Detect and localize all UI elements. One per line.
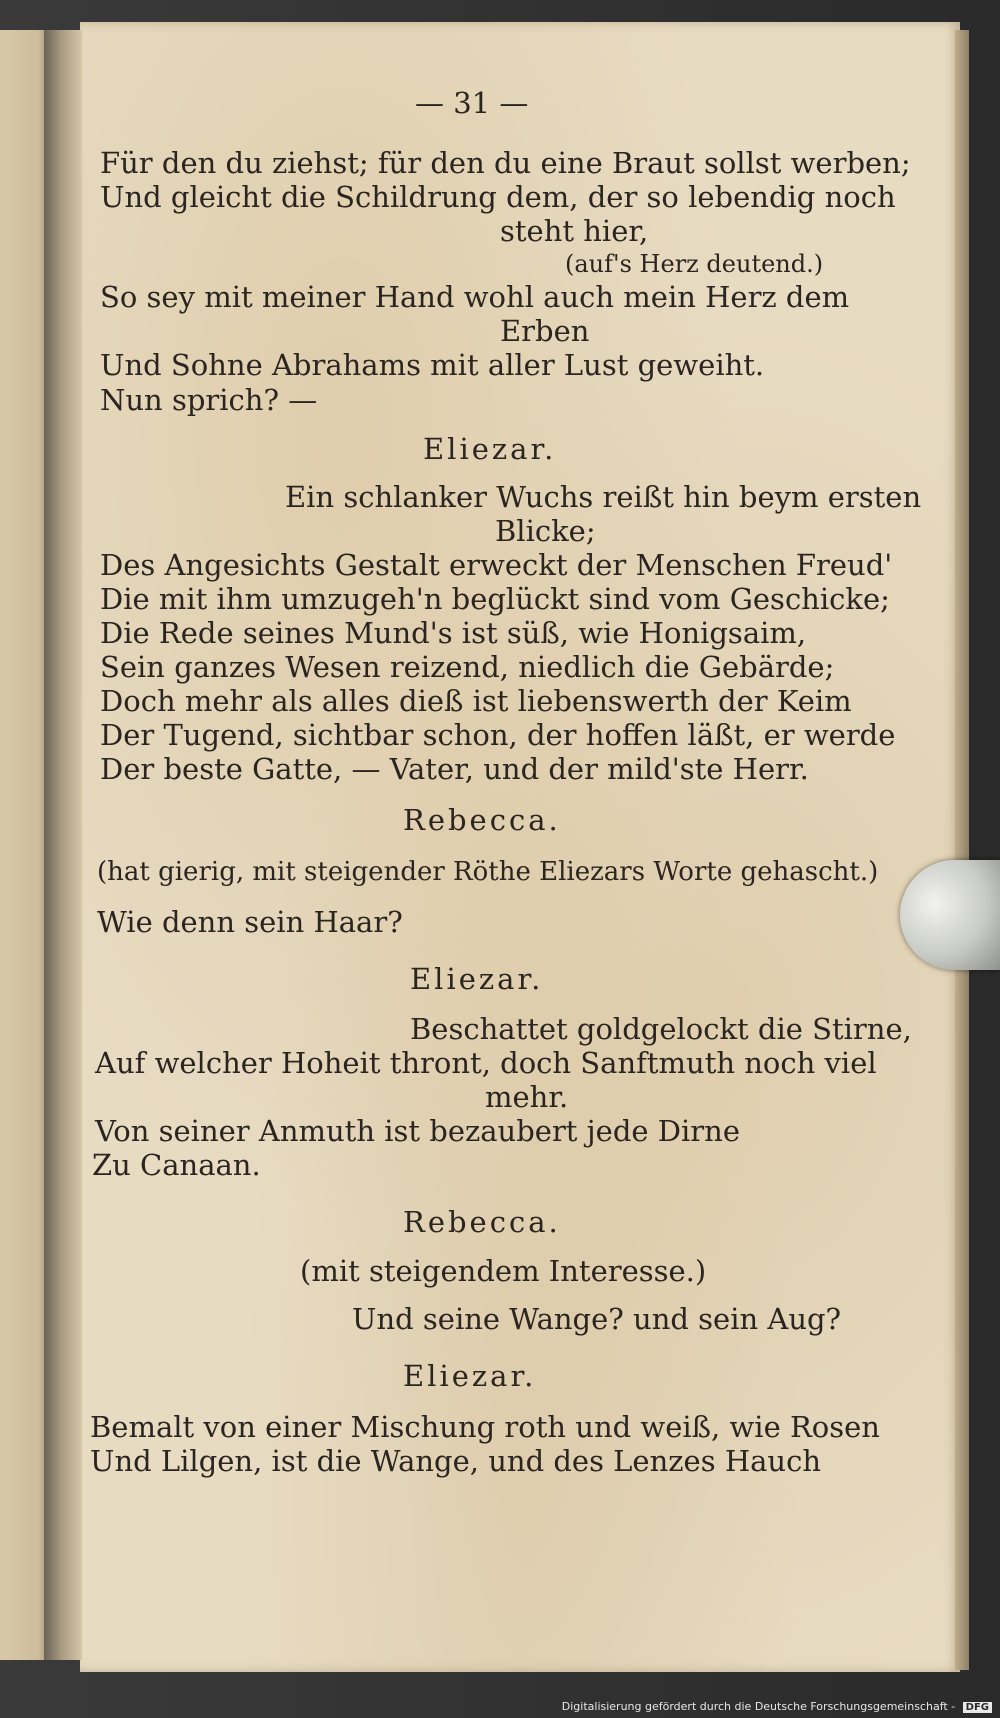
right-page-edge xyxy=(955,30,969,1670)
text-line: steht hier, xyxy=(500,214,649,248)
footer-text: Digitalisierung gefördert durch die Deutsche Forschungsgemeinschaft - xyxy=(561,1700,956,1713)
text-line: Blicke; xyxy=(495,514,596,548)
text-line: Nun sprich? — xyxy=(100,383,318,417)
text-line: Erben xyxy=(500,314,590,348)
text-line: Zu Canaan. xyxy=(92,1148,261,1182)
text-line: Sein ganzes Wesen reizend, niedlich die Gebärde; xyxy=(100,650,835,684)
text-line: Der beste Gatte, — Vater, und der mild'ste Herr. xyxy=(100,752,809,786)
text-line: So sey mit meiner Hand wohl auch mein Herz dem xyxy=(100,280,850,314)
speaker-name: Rebecca. xyxy=(403,803,561,837)
text-line: Die Rede seines Mund's ist süß, wie Honigsaim, xyxy=(100,616,807,650)
stage-direction: (hat gierig, mit steigender Röthe Eliezars Worte gehascht.) xyxy=(97,857,879,887)
page-number: — 31 — xyxy=(415,86,529,120)
stage-direction: (mit steigendem Interesse.) xyxy=(300,1254,707,1288)
text-line: Doch mehr als alles dieß ist liebenswerth der Keim xyxy=(100,684,852,718)
text-line: Beschattet goldgelockt die Stirne, xyxy=(410,1012,912,1046)
text-line: Ein schlanker Wuchs reißt hin beym ersten xyxy=(285,480,922,514)
text-line: Des Angesichts Gestalt erweckt der Menschen Freud' xyxy=(100,548,893,582)
text-line: Und seine Wange? und sein Aug? xyxy=(352,1302,842,1336)
speaker-name: Eliezar. xyxy=(410,962,544,996)
text-line: Der Tugend, sichtbar schon, der hoffen läßt, er werde xyxy=(100,718,896,752)
text-line: Und gleicht die Schildrung dem, der so lebendig noch xyxy=(100,180,896,214)
book-gutter xyxy=(44,30,82,1660)
text-line: mehr. xyxy=(485,1080,569,1114)
text-line: Die mit ihm umzugeh'n beglückt sind vom Geschicke; xyxy=(100,582,890,616)
text-line: Und Sohne Abrahams mit aller Lust geweiht. xyxy=(100,348,765,382)
text-line: Bemalt von einer Mischung roth und weiß, wie Rosen xyxy=(90,1410,880,1444)
text-line: Auf welcher Hoheit thront, doch Sanftmuth noch viel xyxy=(95,1046,877,1080)
digitization-footer xyxy=(562,1700,992,1713)
text-line: Und Lilgen, ist die Wange, und des Lenzes Hauch xyxy=(90,1444,821,1478)
text-line: Für den du ziehst; für den du eine Braut sollst werben; xyxy=(100,146,911,180)
text-line: Wie denn sein Haar? xyxy=(97,905,403,939)
page-clip xyxy=(900,860,1000,970)
speaker-name: Rebecca. xyxy=(403,1205,561,1239)
stage-direction: (auf's Herz deutend.) xyxy=(565,250,824,278)
dfg-logo: DFG xyxy=(963,1702,992,1713)
speaker-name: Eliezar. xyxy=(403,1359,537,1393)
text-line: Von seiner Anmuth ist bezaubert jede Dirne xyxy=(95,1114,741,1148)
speaker-name: Eliezar. xyxy=(423,432,557,466)
